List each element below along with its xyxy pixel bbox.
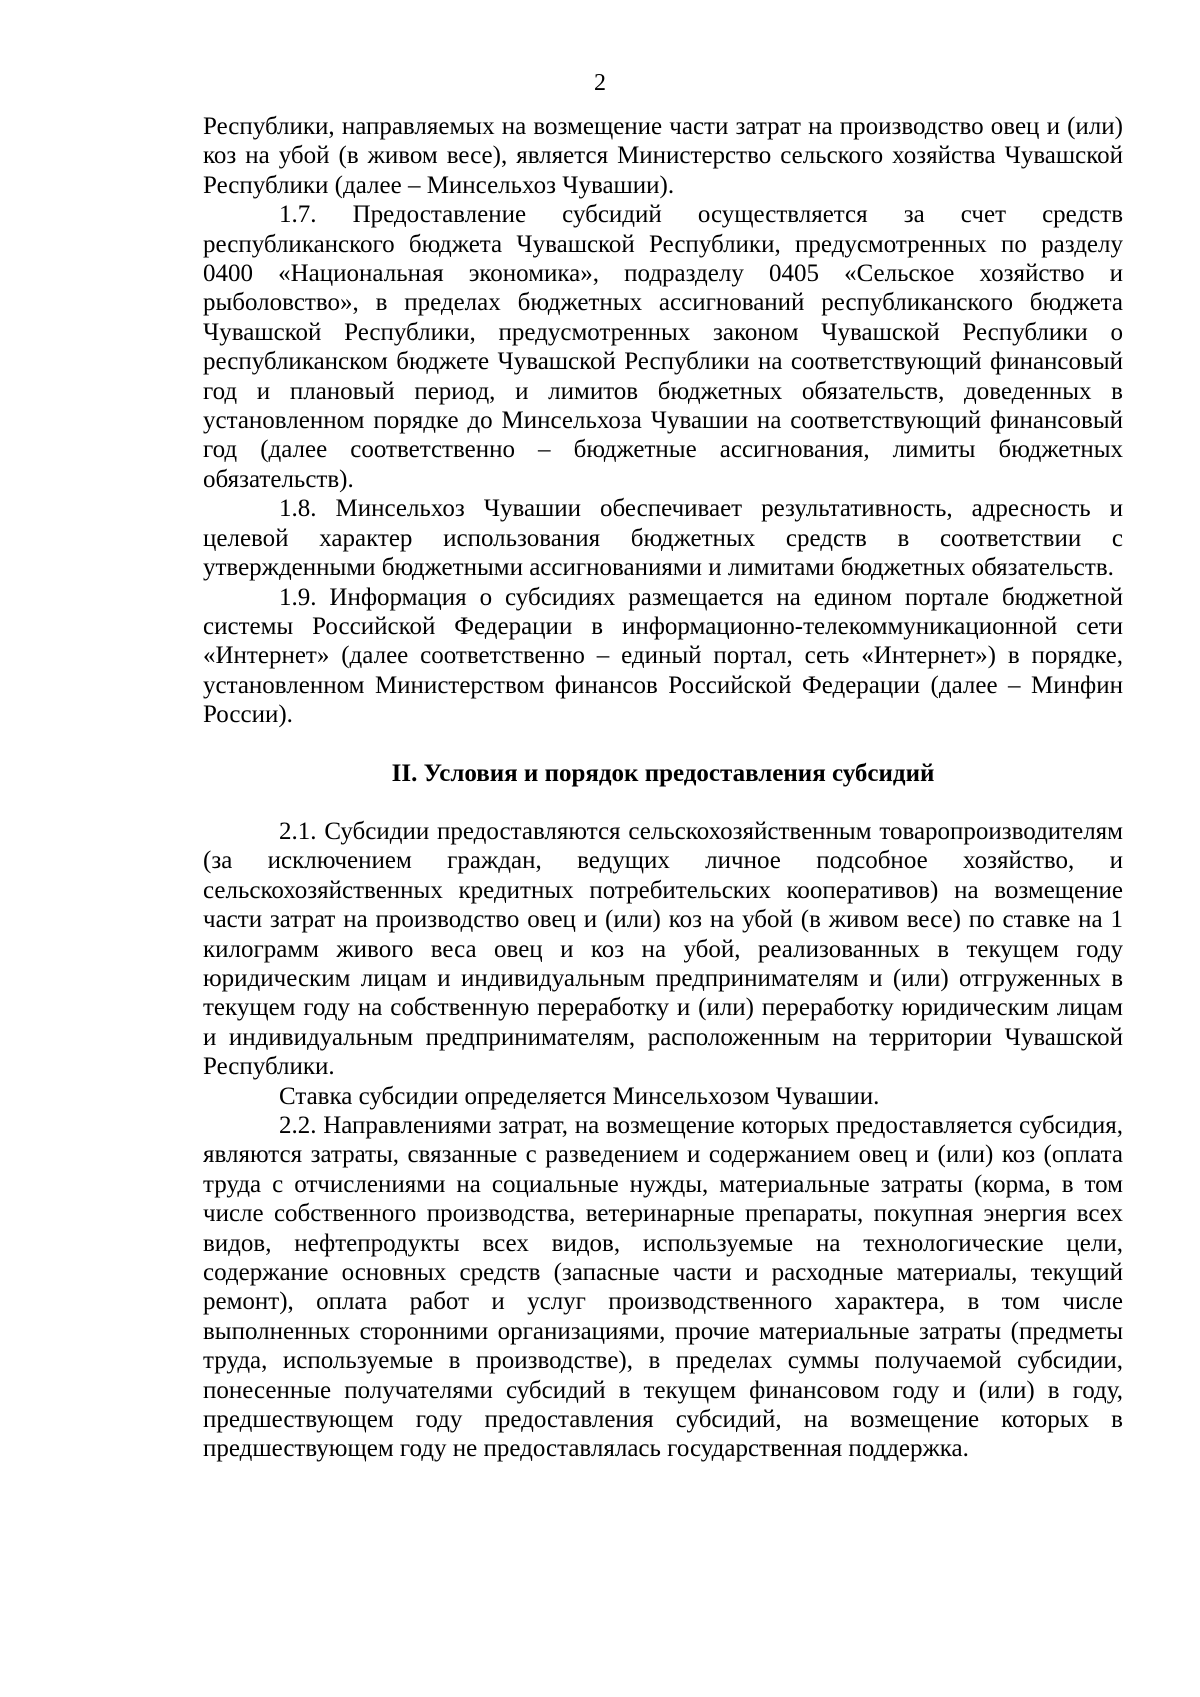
paragraph-2-1: 2.1. Субсидии предоставляются сельскохозяйственным товаропроизводителям (за исключением граждан, ведущих личное подсобное хозяйство, и сельскохозяйственных кредитных потребительских кооперативов) на возмещение части затрат на производство овец и (или) коз на убой (в живом весе) по ставке на 1 килограмм живого веса овец и коз на убой, реализованных в текущем году юридическим лицам и индивидуальным предпринимателям и (или) отгруженных в текущем году на собственную переработку и (или) переработку юридическим лицам и индивидуальным предпринимателям, расположенным на территории Чувашской Республики. (203, 817, 1123, 1081)
paragraph-1-7: 1.7. Предоставление субсидий осуществляется за счет средств республиканского бюджета Чувашской Республики, предусмотренных по разделу 0400 «Национальная экономика», подразделу 0405 «Сельское хозяйство и рыболовство», в пределах бюджетных ассигнований республиканского бюджета Чувашской Республики, предусмотренных законом Чувашской Республики о республиканском бюджете Чувашской Республики на соответствующий финансовый год и плановый период, и лимитов бюджетных обязательств, доведенных в установленном порядке до Минсельхоза Чувашии на соответствующий финансовый год (далее соответственно – бюджетные ассигнования, лимиты бюджетных обязательств). (203, 201, 1123, 493)
paragraph-1-8: 1.8. Минсельхоз Чувашии обеспечивает результативность, адресность и целевой характер использования бюджетных средств в соответствии с утвержденными бюджетными ассигнованиями и лимитами бюджетных обязательств. (203, 495, 1123, 582)
document-body (203, 112, 1123, 1464)
paragraph-1-9: 1.9. Информация о субсидиях размещается на едином портале бюджетной системы Российской Федерации в информационно-телекоммуникационной сети «Интернет» (далее соответственно – единый портал, сеть «Интернет») в порядке, установленном Министерством финансов Российской Федерации (далее – Минфин России). (203, 583, 1123, 729)
paragraph-2-2: 2.2. Направлениями затрат, на возмещение которых предоставляется субсидия, являются затраты, связанные с разведением и содержанием овец и (или) коз (оплата труда с отчислениями на социальные нужды, материальные затраты (корма, в том числе собственного производства, ветеринарные препараты, покупная энергия всех видов, нефтепродукты всех видов, используемые на технологические цели, содержание основных средств (запасные части и расходные материалы, текущий ремонт), оплата работ и услуг производственного характера, в том числе выполненных сторонними организациями, прочие материальные затраты (предметы труда, используемые в производстве), в пределах суммы получаемой субсидии, понесенные получателями субсидий в текущем финансовом году и (или) в году, предшествующем году предоставления субсидий, на возмещение которых в предшествующем году не предоставлялась государственная поддержка. (203, 1112, 1123, 1463)
paragraph-continuation: Республики, направляемых на возмещение части затрат на производство овец и (или) коз на убой (в живом весе), является Министерство сельского хозяйства Чувашской Республики (далее – Минсельхоз Чувашии). (203, 113, 1123, 199)
page-number: 2 (594, 70, 606, 96)
section-heading: II. Условия и порядок предоставления субсидий (391, 759, 935, 787)
paragraph-subsidy-rate: Ставка субсидии определяется Минсельхозом Чувашии. (279, 1082, 880, 1110)
